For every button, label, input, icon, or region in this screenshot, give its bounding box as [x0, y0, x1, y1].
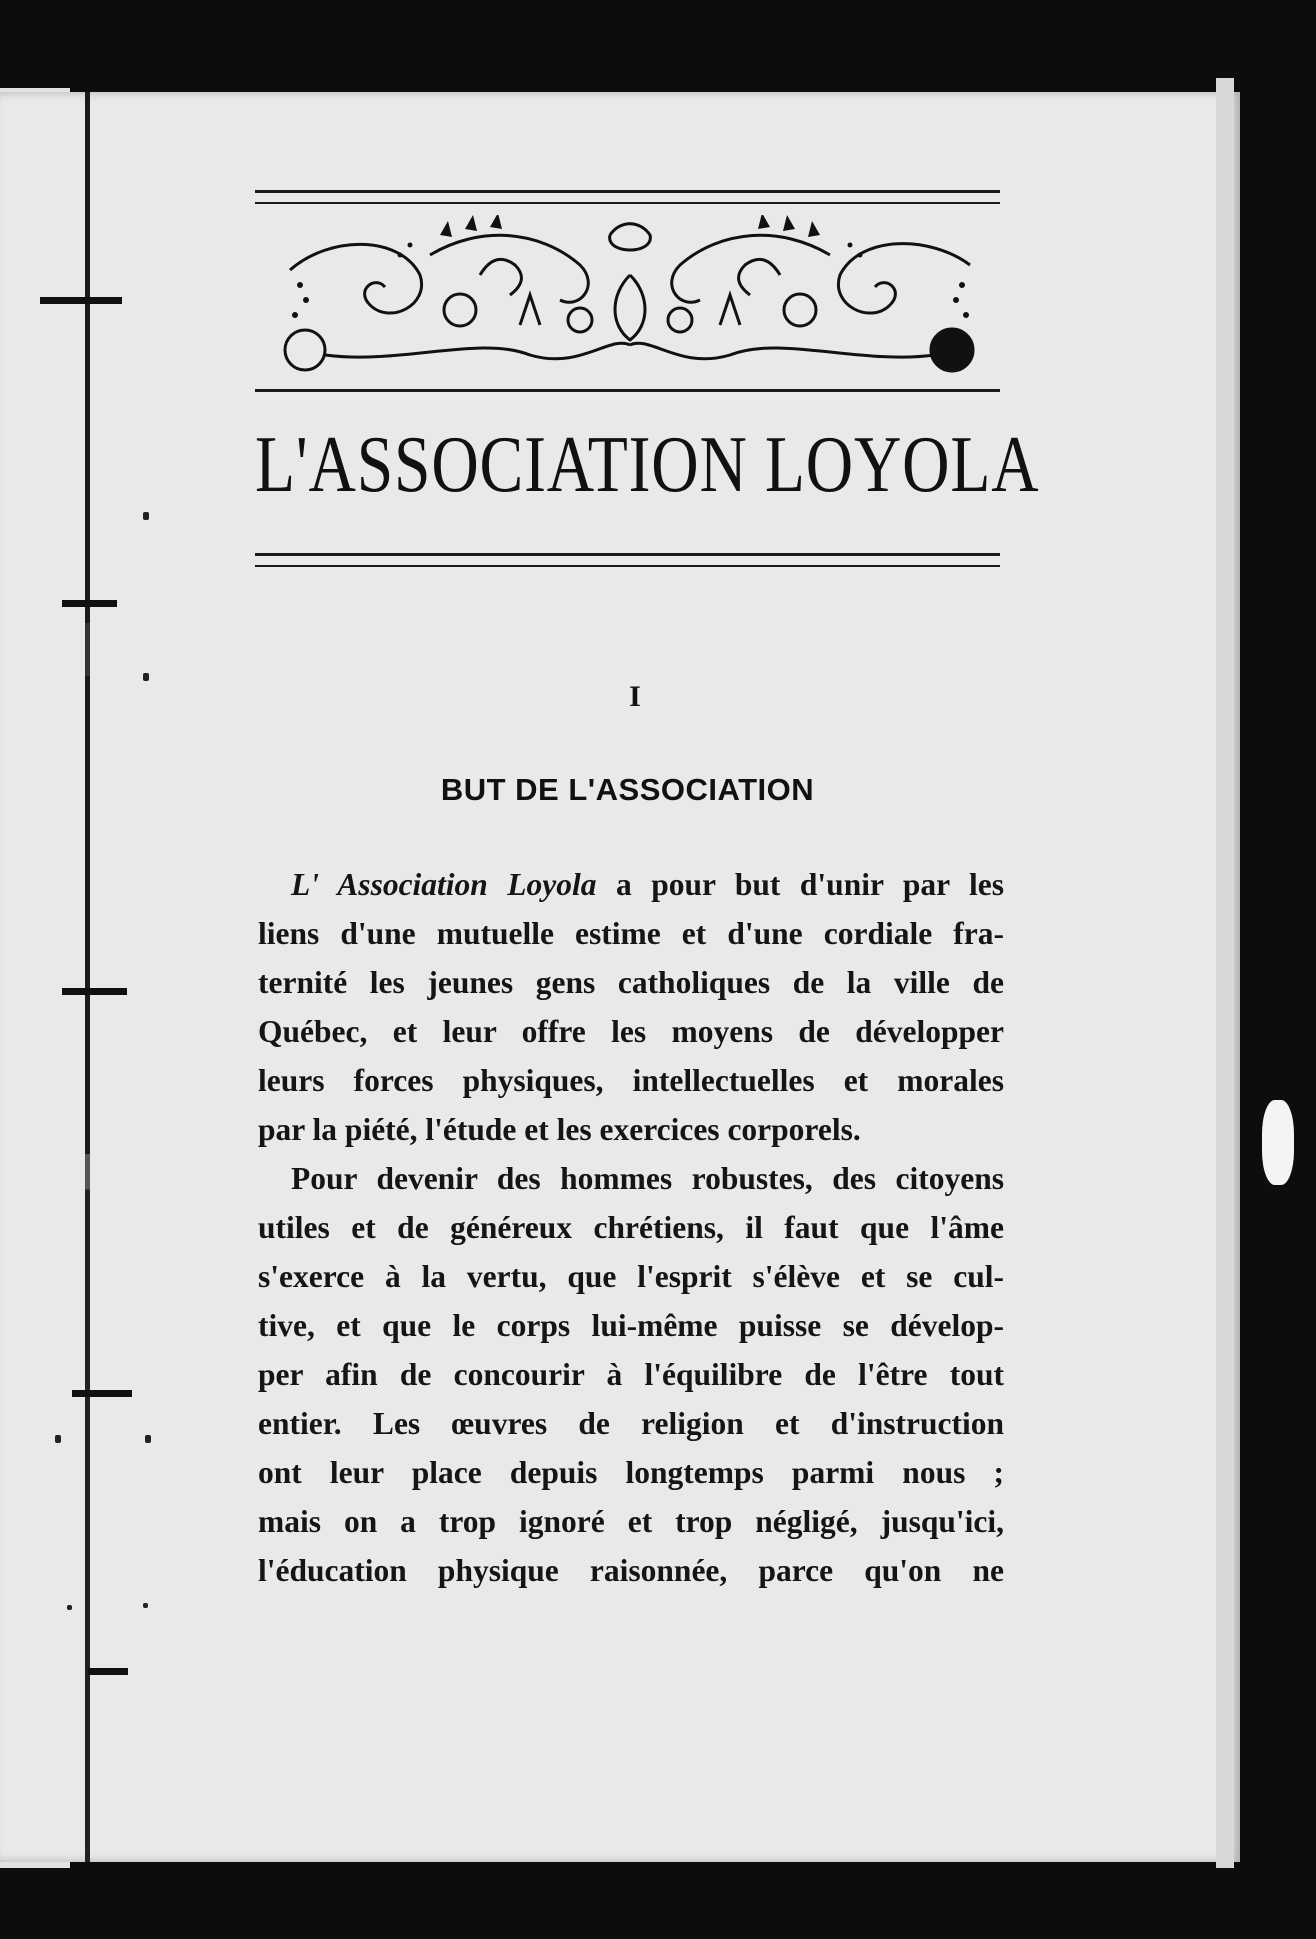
text-line: tive, et que le corps lui-même puisse se dévelop-	[258, 1308, 1004, 1343]
text-line: ont leur place depuis longtemps parmi nous ;	[258, 1455, 1004, 1490]
text-line: l'éducation physique raisonnée, parce qu'on ne	[258, 1553, 1004, 1588]
margin-dot	[145, 1435, 151, 1443]
page-right-edge	[1216, 78, 1234, 1868]
text-line: leurs forces physiques, intellectuelles et morales	[258, 1063, 1004, 1098]
ornament-underline	[255, 389, 1000, 392]
margin-dot	[143, 512, 149, 520]
binding-stitch	[72, 1390, 132, 1397]
text-line: liens d'une mutuelle estime et d'une cordiale fra-	[258, 916, 1004, 951]
text-line-content: a pour but d'unir par les	[596, 867, 1004, 902]
section-heading: BUT DE L'ASSOCIATION	[440, 772, 815, 807]
margin-dot	[143, 673, 149, 681]
binding-spine	[85, 92, 90, 1862]
text-line: ternité les jeunes gens catholiques de la ville de	[258, 965, 1004, 1000]
margin-dot	[143, 1603, 148, 1608]
text-line: Pour devenir des hommes robustes, des citoyens	[291, 1161, 1004, 1196]
header-double-rule	[255, 190, 1000, 213]
decorative-ornament	[280, 215, 980, 380]
text-line: utiles et de généreux chrétiens, il faut que l'âme	[258, 1210, 1004, 1245]
text-line: entier. Les œuvres de religion et d'instruction	[258, 1406, 1004, 1441]
page-title: L'ASSOCIATION LOYOLA	[255, 421, 1040, 509]
text-line	[258, 860, 1004, 909]
text-line: Québec, et leur offre les moyens de développer	[258, 1014, 1004, 1049]
title-double-rule	[255, 553, 1000, 576]
binding-stitch	[62, 988, 127, 995]
body-text	[258, 860, 1004, 1595]
binding-stitch	[88, 1668, 128, 1675]
text-line: mais on a trop ignoré et trop négligé, jusqu'ici,	[258, 1504, 1004, 1539]
text-line: s'exerce à la vertu, que l'esprit s'élève et se cul-	[258, 1259, 1004, 1294]
paper-tear	[1262, 1100, 1294, 1185]
margin-dot	[55, 1435, 61, 1443]
binding-stitch	[62, 600, 117, 607]
text-line: per afin de concourir à l'équilibre de l'être tout	[258, 1357, 1004, 1392]
italic-lead: L' Association Loyola	[291, 867, 597, 902]
margin-dot	[67, 1605, 72, 1610]
section-numeral: I	[629, 680, 641, 713]
text-line: par la piété, l'étude et les exercices corporels.	[258, 1112, 861, 1147]
binding-stitch	[40, 297, 122, 304]
